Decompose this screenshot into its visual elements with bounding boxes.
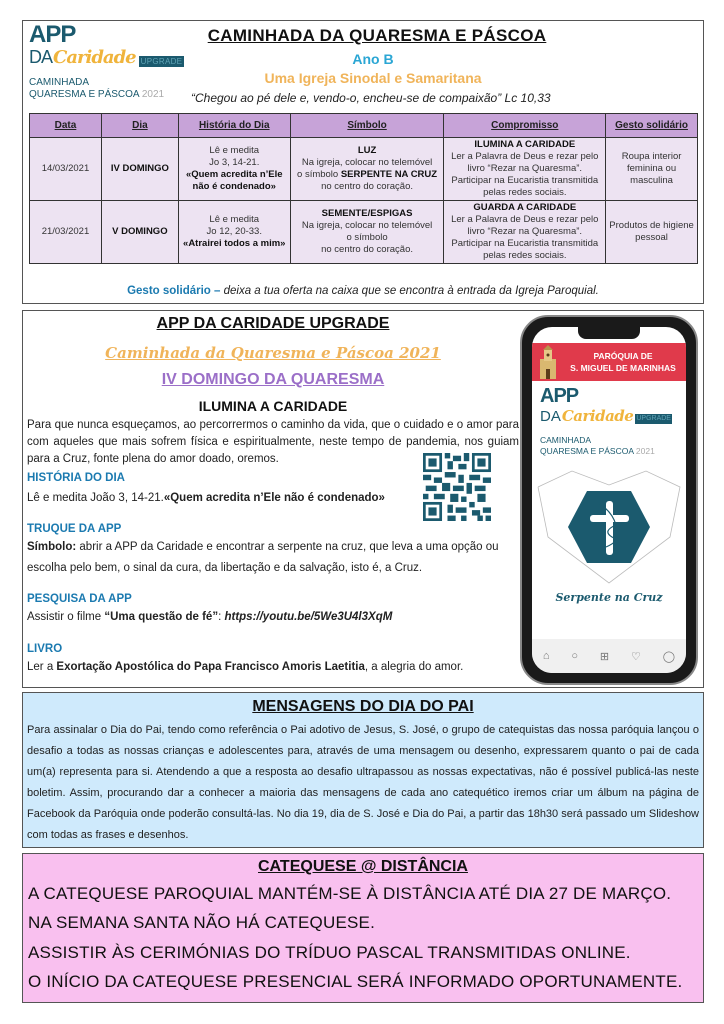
phone-logo-da: DA — [540, 408, 561, 425]
cell-date: 21/03/2021 — [30, 201, 102, 264]
notice-line: O INÍCIO DA CATEQUESE PRESENCIAL SERÁ INFORMADO OPORTUNAMENTE. — [28, 972, 683, 991]
day-label: IV DOMINGO — [110, 163, 169, 174]
logo-year: 2021 — [141, 89, 165, 100]
symbol-line — [294, 169, 441, 181]
livro-end: , a alegria do amor. — [364, 661, 464, 673]
search-icon[interactable]: ○ — [571, 650, 579, 662]
lent-schedule-table — [29, 113, 698, 264]
story-ref: Jo 12, 20-33. — [206, 226, 262, 237]
cell-gesture: Produtos de higiene pessoal — [606, 201, 698, 264]
historia-plain: Lê e medita João 3, 14-21. — [27, 492, 164, 504]
column-header: Dia — [101, 114, 178, 138]
sunday-title: IV DOMINGO DA QUARESMA — [161, 371, 385, 388]
phone-notch — [578, 327, 640, 339]
logo-row — [29, 47, 185, 75]
table-row — [30, 138, 698, 201]
symbol-line: Na igreja, colocar no telemóvel — [301, 157, 433, 168]
pesquisa-text — [27, 607, 517, 628]
phone-logo-year: 2021 — [635, 446, 655, 456]
cell-symbol — [290, 138, 444, 201]
phone-bottom-nav — [532, 639, 686, 673]
symbol-caption: Serpente na Cruz — [555, 591, 663, 604]
column-header: Data — [30, 114, 102, 138]
truque-plain: abrir a APP da Caridade e encontrar a serpente na cruz, que leva a uma opção ou escolha pelo bem, o sinal da cura, da libertação e da salvação, isto é, a Cruz. — [27, 541, 499, 574]
cross-horizontal — [590, 515, 629, 522]
app-caridade-section — [22, 310, 704, 688]
cell-story — [178, 201, 290, 264]
livro-heading: LIVRO — [27, 643, 63, 655]
section-title: APP DA CARIDADE UPGRADE — [156, 315, 390, 332]
cell-day — [101, 201, 178, 264]
home-icon[interactable]: ⌂ — [542, 650, 550, 662]
subtitle: Uma Igreja Sinodal e Samaritana — [264, 70, 482, 86]
commitment-title: ILUMINA A CARIDADE — [474, 139, 576, 150]
parish-line-2: S. MIGUEL DE MARINHAS — [570, 363, 676, 373]
heart-outline-icon — [532, 467, 686, 587]
symbol-title: SEMENTE/ESPIGAS — [321, 208, 413, 219]
fathers-day-section — [22, 692, 704, 848]
notice-line: ASSISTIR ÀS CERIMÓNIAS DO TRÍDUO PASCAL TRANSMITIDAS ONLINE. — [28, 943, 631, 962]
phone-mockup — [520, 315, 698, 685]
column-header: Símbolo — [290, 114, 444, 138]
scripture-quote: “Chegou ao pé dele e, vendo-o, encheu-se de compaixão” Lc 10,33 — [191, 91, 551, 105]
cell-date: 14/03/2021 — [30, 138, 102, 201]
phone-logo-quaresma: QUARESMA E PÁSCOA — [540, 446, 634, 456]
youtube-link[interactable]: https://youtu.be/5We3U4l3XqM — [224, 611, 393, 623]
commitment-line: Ler a Palavra de Deus e rezar pelo livro “Rezar na Quaresma”. — [451, 214, 599, 237]
symbol-title: LUZ — [357, 145, 377, 156]
story-quote: «Atrairei todos a mim» — [183, 238, 286, 249]
theme-title: ILUMINA A CARIDADE — [198, 398, 348, 414]
fathers-day-body: Para assinalar o Dia do Pai, tendo como referência o Pai adotivo de Jesus, S. José, o grupo de catequistas das nossa paróquia lançou o desafio a todas as nossas crianças e adolescentes para, através de uma mensagem ou desenho, expressarem quanto o pai de cada um(a) representa para si. Atendendo a que a resposta ao desafio ultrapassou as nossas expectativas, não é possível publicá-las neste boletim. Assim, procurando dar a conhecer a maioria das mensagens de cada ano catequético iremos criar um álbum na página de Facebook da Paróquia onde poderão consultá-las. No dia 19, dia de S. José e Dia do Pai, a partir das 18h30 será passado um Slideshow com todas as frases e desenhos. — [27, 724, 699, 841]
parish-line-1: PARÓQUIA DE — [593, 351, 653, 361]
phone-app-logo — [540, 385, 682, 457]
table-row — [30, 201, 698, 264]
story-line: Lê e medita — [209, 145, 260, 156]
commitment-line: Participar na Eucaristia transmitida pelas redes sociais. — [451, 238, 599, 261]
parish-banner — [532, 343, 686, 381]
symbol-line: no centro do coração. — [321, 181, 413, 192]
column-header: História do Dia — [178, 114, 290, 138]
livro-text — [27, 657, 517, 678]
commitment-line: Participar na Eucaristia transmitida pelas redes sociais. — [451, 175, 599, 198]
historia-text — [27, 488, 417, 509]
year-label: Ano B — [352, 51, 394, 67]
cell-commitment — [444, 201, 606, 264]
day-label: V DOMINGO — [112, 226, 168, 237]
story-line: Lê e medita — [209, 214, 260, 225]
cell-commitment — [444, 138, 606, 201]
symbol-text: o símbolo — [346, 232, 388, 243]
symbol-line: Na igreja, colocar no telemóvel — [301, 220, 433, 231]
logo-quaresma: QUARESMA E PÁSCOA — [29, 89, 140, 100]
truque-heading: TRUQUE DA APP — [27, 523, 122, 535]
cell-story — [178, 138, 290, 201]
logo-upgrade-text: UPGRADE — [140, 56, 183, 66]
parish-name — [562, 350, 684, 374]
heart-icon[interactable]: ♡ — [630, 650, 641, 663]
logo-caridade-text: Caridade — [53, 47, 136, 68]
notice-line: NA SEMANA SANTA NÃO HÁ CATEQUESE. — [28, 913, 375, 932]
truque-text — [27, 537, 517, 579]
church-icon — [538, 345, 558, 379]
truque-bold: Símbolo: — [27, 541, 77, 553]
app-caridade-logo — [29, 23, 185, 101]
section-title: CATEQUESE @ DISTÂNCIA — [258, 858, 468, 875]
phone-screen — [532, 327, 686, 673]
livro-plain: Ler a — [27, 661, 57, 673]
phone-logo-caminhada: CAMINHADA — [540, 435, 592, 445]
historia-quote: «Quem acredita n’Ele não é condenado» — [163, 492, 385, 504]
solidarity-text: deixa a tua oferta na caixa que se encontra à entrada da Igreja Paroquial. — [223, 285, 599, 297]
phone-logo-caridade: Caridade — [561, 407, 634, 425]
solidarity-note — [23, 285, 703, 297]
logo-da-text: DA — [29, 47, 53, 67]
intro-paragraph: Para que nunca esqueçamos, ao percorrermos o caminho da vida, que o cuidado e o amor para com aqueles que mais sofrem física e espiritualmente, neste tempo de pandemia, nos guiam para a Cruz, fonte plena do amor doado, oremos. — [27, 419, 519, 465]
story-ref: Jo 3, 14-21. — [209, 157, 260, 168]
cell-gesture: Roupa interior feminina ou masculina — [606, 138, 698, 201]
commitment-title: GUARDA A CARIDADE — [473, 202, 577, 213]
livro-bold: Exortação Apostólica do Papa Francisco Amoris Laetitia — [56, 661, 365, 673]
phone-logo-app: APP — [540, 385, 579, 407]
qr-code-icon[interactable] — [423, 453, 491, 521]
chat-icon[interactable]: ◯ — [662, 650, 676, 663]
symbol-text: o símbolo — [297, 169, 341, 180]
solidarity-label: Gesto solidário – — [127, 285, 224, 297]
column-header: Gesto solidário — [606, 114, 698, 138]
pesquisa-plain: Assistir o filme — [27, 611, 105, 623]
symbol-bold: SERPENTE NA CRUZ — [340, 169, 438, 180]
pesquisa-colon: : — [218, 611, 225, 623]
page-title: CAMINHADA DA QUARESMA E PÁSCOA — [207, 26, 547, 45]
story-quote: «Quem acredita n’Ele não é condenado» — [185, 169, 283, 192]
notice-line: A CATEQUESE PAROQUIAL MANTÉM-SE À DISTÂNCIA ATÉ DIA 27 DE MARÇO. — [28, 884, 672, 903]
commitment-line: Ler a Palavra de Deus e rezar pelo livro “Rezar na Quaresma”. — [451, 151, 599, 174]
symbol-line — [294, 232, 441, 244]
pesquisa-film: “Uma questão de fé” — [104, 611, 219, 623]
historia-heading: HISTÓRIA DO DIA — [27, 472, 125, 484]
phone-logo-upgrade: UPGRADE — [636, 415, 671, 422]
symbol-line: no centro do coração. — [321, 244, 413, 255]
phone-logo-quaresma-line — [540, 446, 682, 457]
script-subtitle: Caminhada da Quaresma e Páscoa 2021 — [105, 344, 441, 362]
phone-logo-row — [540, 407, 682, 431]
logo-app-text: APP — [29, 21, 76, 48]
lent-schedule-section — [22, 20, 704, 304]
logo-quaresma-text — [29, 89, 185, 101]
add-icon[interactable]: ⊞ — [599, 650, 610, 663]
logo-caminhada-text: CAMINHADA — [29, 77, 90, 88]
section-title: MENSAGENS DO DIA DO PAI — [252, 698, 474, 715]
catechesis-section — [22, 853, 704, 1003]
pesquisa-heading: PESQUISA DA APP — [27, 593, 132, 605]
cell-symbol — [290, 201, 444, 264]
table-header-row — [30, 114, 698, 138]
column-header: Compromisso — [444, 114, 606, 138]
cell-day — [101, 138, 178, 201]
